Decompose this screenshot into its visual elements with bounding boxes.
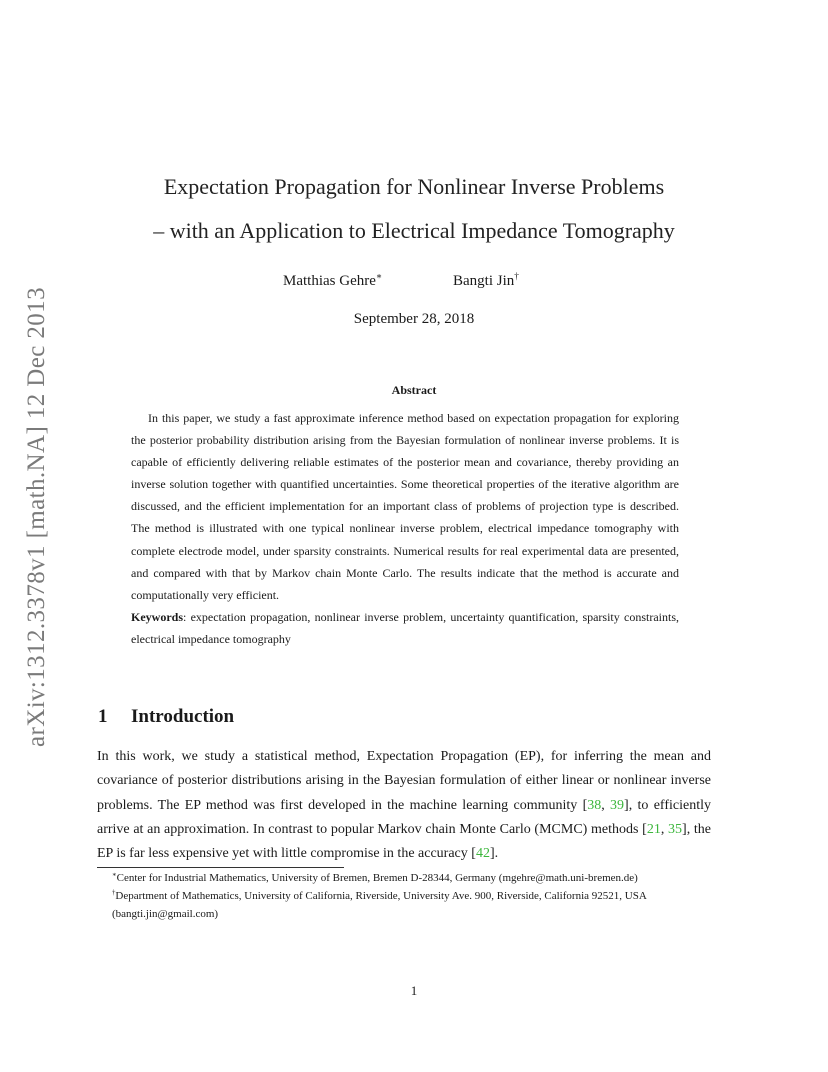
- author-list: [0, 273, 828, 293]
- arxiv-stamp: arXiv:1312.3378v1 [math.NA] 12 Dec 2013: [23, 287, 50, 747]
- author-1: [283, 273, 382, 290]
- footnote-2-mark: †: [112, 889, 116, 897]
- body-text-segment: In this work, we study a statistical method, Expectation Propagation (EP), for inferring the mean and covariance of posterior distributions arising in the Bayesian formulation of either linear or nonlinear inverse problems. The EP method was first developed in the machine learning community [: [97, 749, 711, 813]
- paper-date: September 28, 2018: [353, 311, 475, 327]
- citation-link[interactable]: 39: [610, 797, 625, 813]
- body-text-segment: ,: [660, 821, 669, 837]
- footnote-1: [97, 869, 713, 887]
- author-2-mark: †: [514, 272, 519, 282]
- author-2: [453, 273, 519, 290]
- section-heading: [98, 706, 234, 728]
- abstract-heading: Abstract: [391, 383, 437, 397]
- author-1-mark: ∗: [375, 272, 383, 282]
- citation-link[interactable]: 42: [475, 846, 490, 862]
- intro-paragraph: [97, 745, 711, 866]
- body-text-segment: ], to efficiently arrive at an approximation. In contrast to popular Markov chain Monte Carlo (MCMC) methods [: [97, 797, 711, 837]
- citation-link[interactable]: 35: [668, 821, 683, 837]
- footnote-divider: [97, 867, 344, 868]
- citation-link[interactable]: 21: [646, 821, 661, 837]
- author-2-name: Bangti Jin: [453, 273, 515, 289]
- body-text-segment: ].: [489, 846, 499, 862]
- body-text-segment: ], the EP is far less expensive yet with little compromise in the accuracy [: [97, 821, 711, 862]
- section-title: Introduction: [131, 706, 235, 727]
- footnote-2: [97, 887, 713, 923]
- footnote-1-mark: ∗: [112, 871, 117, 879]
- body-text-segment: ,: [601, 797, 611, 813]
- paper-title-line-1: Expectation Propagation for Nonlinear Inverse Problems: [163, 174, 665, 199]
- footnote-1-text: Center for Industrial Mathematics, University of Bremen, Bremen D-28344, Germany (mgehre@math.uni-bremen.de): [116, 872, 638, 884]
- footnote-2-text: Department of Mathematics, University of California, Riverside, University Ave. 900, Riverside, California 92521, USA (bangti.jin@gmail.com): [112, 890, 647, 920]
- section-number: 1: [98, 706, 108, 727]
- keywords-label: Keywords: [131, 609, 183, 624]
- page-number: 1: [410, 983, 418, 998]
- keywords-text: : expectation propagation, nonlinear inverse problem, uncertainty quantification, sparsity constraints, electrical impedance tomography: [131, 609, 679, 646]
- abstract-body: [131, 407, 679, 650]
- abstract-text: In this paper, we study a fast approximate inference method based on expectation propagation for exploring the posterior probability distribution arising from the Bayesian formulation of nonlinear inverse problems. It is capable of efficiently delivering reliable estimates of the posterior mean and covariance, thereby providing an inverse solution together with quantified uncertainties. Some theoretical properties of the iterative algorithm are discussed, and the efficient implementation for an important class of problems of projection type is described. The method is illustrated with one typical nonlinear inverse problem, electrical impedance tomography with complete electrode model, under sparsity constraints. Numerical results for real experimental data are presented, and compared with that by Markov chain Monte Carlo. The results indicate that the method is accurate and computationally very efficient.: [131, 411, 679, 602]
- author-1-name: Matthias Gehre: [283, 273, 376, 289]
- footnotes: [97, 869, 713, 923]
- paper-title-line-2: – with an Application to Electrical Impedance Tomography: [153, 218, 675, 243]
- citation-link[interactable]: 38: [587, 797, 602, 813]
